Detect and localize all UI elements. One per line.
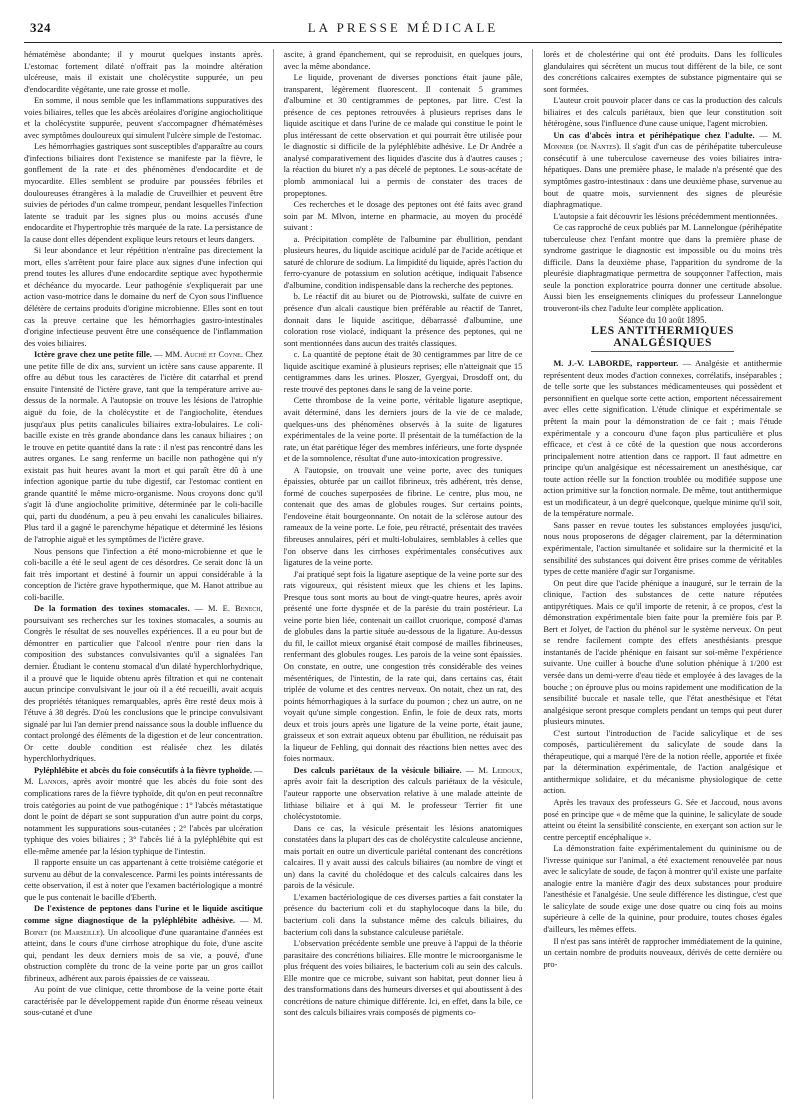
- paragraph: ascite, à grand épanchement, qui se reproduisit, en quelques jours, avec la même abondance.: [283, 49, 523, 71]
- section-text: poursuivant ses recherches sur les toxines stomacales, a soumis au Congrès le résultat de ses nouvelles expériences. Il a eu pour but de démontrer en particulier que l'alcool n'entre pour rien dans la composition des substances convulsivantes qu'il a signalées l'an dernier. Étudiant le contenu stomacal d'un dilaté hyperchlorhydrique, il a prouvé que le liquide obtenu après filtration et qui ne contenait aucun principe convulsivant le jour où il a été recueilli, avait acquis des propriétés tétaniques remarquables, après être resté deux mois à l'étuve à 38 degrés. D'où les conclusions que le principe convulsivant signalé par lui l'an dernier prend naissance sous la double influence du contact prolongé des éléments de la digestion et de leur concentration. Or cette double condition est réalisée chez les dilatés hyperchlorhydriques.: [24, 614, 263, 764]
- column-divider: [273, 49, 274, 1099]
- section-authors: — M. Lannois,: [24, 764, 263, 787]
- paragraph: L'autopsie a fait découvrir les lésions précédemment mentionnées.: [553, 210, 778, 221]
- section-authors: — MM. Auché et Coyne.: [154, 349, 243, 360]
- paragraph: Au point de vue clinique, cette thrombose de la veine porte était caractérisée par le développement rapide d'un énorme réseau veineux sous-cutané et d'une: [24, 984, 263, 1018]
- paragraph: Cette thrombose de la veine porte, véritable ligature aseptique, avait déterminé, dans les derniers jours de la vie de ce malade, quelques-uns des phénomènes observés à la suite de ligatures expérimentales de la veine porte. Il présentait de la tuméfaction de la rate, un état parétique léger des membres inférieurs, une forte dyspnée et de la somnolence, résultat d'une auto-intoxication progressive.: [283, 395, 523, 464]
- paragraph: L'observation précédente semble une preuve à l'appui de la théorie parasitaire des concrétions biliaires. Elle montre le microorganisme le plus fréquent des voies biliaires, le bacterium coli au sein des calculs. Elle montre que ce microbe, suivant son habitat, peut donner lieu à des transformations dans des humeurs diverses et qui aboutissent à des concrétions de nature chimique différente. Ici, en effet, dans la bile, ce sont des calculs biliaires vrais composés de pigments co-: [283, 938, 523, 1018]
- column-1: [24, 49, 263, 1099]
- paragraph: La démonstration faite expérimentalement du quininisme ou de l'ivresse quinique sur l'animal, a été exactement renouvelée par nous avec le salicylate de soude, de façon à montrer qu'il existe une parfaite analogie entre la manière d'agir des deux substances pour produire l'anesthésie et l'analgésie. Une seule différence les distingue, c'est que le salicylate de soude exige une dose quatre ou cinq fois au moins supérieure à celle de la quinine, pour produire, toutes choses égales d'ailleurs, les mêmes effets.: [543, 843, 782, 935]
- paragraph: Ce cas rapproché de ceux publiés par M. Lannelongue (périhépatite tuberculeuse chez l'enfant montre que dans la première phase de syndrome gastrique le diagnostic est impossible ou du moins très difficile. Dans la deuxième phase, l'apparition du syndrome de la pleurésie diaphragmatique permettra de soupçonner l'affection, mais seule la ponction exploratrice pourra donner une certitude absolue. Aussi bien les enseignements cliniques du professeur Lannelongue trouveront-ils chez l'adulte leur complète application.: [543, 222, 782, 314]
- paragraph: Nous pensons que l'infection a été mono-microbienne et que le coli-bacille a été le seul agent de ces désordres. Ce serait donc là un fait très important et destiné à fournir un appui considérable à la conception de l'ictère grave hypothermique, que M. Hanot attribue au coli-bacille.: [24, 545, 263, 602]
- section-entry: [543, 130, 782, 211]
- paragraph: Si leur abondance et leur répétition n'entraîne pas directement la mort, elles s'arrêtent pour faire place aux signes d'une infection qui prend toutes les allures d'une endocardite septique avec hypothermie et déchéance du myocarde. Leur pathogénie s'expliquerait par une action vaso-motrice dans le domaine du nerf de Cyon sous l'influence délétère de certains produits d'origine microbienne. Elles sont en tout cas la preuve certaine que les hémorrhagies gastro-intestinales d'origine infectieuse peuvent être une conséquence de l'inflammation des voies biliaires.: [24, 245, 263, 348]
- column-3: [543, 49, 782, 1099]
- section-heading: LES ANTITHERMIQUES ANALGÉSIQUES: [591, 325, 735, 349]
- journal-title: LA PRESSE MÉDICALE: [307, 20, 499, 35]
- section-authors: — M. Boinet (de Marseille).: [24, 915, 263, 937]
- section-text: Un alcoolique d'une quarantaine d'années est atteint, dans le cours d'une cirrhose atrophique du foie, d'une ascite qui, pendant les deux derniers mois de sa vie, a pouvé, d'une obstruction complète du tronc de la veine porte par un gros caillot fibrineux, adhérent aux parois épaissies de ce vaisseau.: [24, 926, 263, 983]
- section-title: De la formation des toxines stomacales.: [34, 603, 190, 614]
- section-title: Ictère grave chez une petite fille.: [34, 349, 152, 360]
- section-authors: — M. Leidoux,: [465, 764, 523, 775]
- paragraph: c. La quantité de peptone était de 30 centigrammes par litre de ce liquide ascitique examiné à plusieurs reprises; elle n'atteignait que 15 centigrammes dans les urines. Ploszer, Gyergyai, Drosdoff ont, du reste trouvé des peptones dans le sang de la veine porte.: [283, 349, 523, 394]
- section-authors: — M. E. Benech,: [194, 603, 263, 614]
- paragraph: Les hémorrhagies gastriques sont susceptibles d'apparaître au cours d'infections biliaires dont l'existence se manifeste par la fièvre, le gonflement de la rate et des phénomènes d'endocardite et de myocardite. Elles semblent se produire par poussées fébriles et douloureuses étrangères à la maladie de Cruveilhier et peuvent être suivies de périodes d'un calme trompeur, pendant lesquelles l'infection latente se traduit par les signes plus ou moins accusés d'une endocardite et l'hypertrophie très marquée de la rate. La persistance de la cause dont elles dépendent explique leurs retours et leurs dangers.: [24, 141, 263, 244]
- paragraph: Il rapporte ensuite un cas appartenant à cette troisième catégorie et survenu au début de la convalescence. Parmi les points intéressants de cette observation, il est à noter que l'examen bactériologique a montré que le pus contenait le bacille d'Eberth.: [24, 857, 263, 902]
- section-title: Un cas d'abcès intra et périhépatique chez l'adulte.: [553, 129, 755, 140]
- paragraph: Après les travaux des professeurs G. Sée et Jaccoud, nous avons posé en principe que « de même que la quinine, le salicylate de soude atteint ou éteint la sensibilité consciente, en exerçant son action sur le centre perceptif encéphalique ».: [543, 797, 782, 842]
- section-text: Il s'agit d'un cas de périhépatite tuberculeuse consécutif à une tuberculose caverneuse des voies biliaires intra-hépatiques. Dans une première phase, le malade n'a présenté que des symptômes gastro-intestinaux : dans une deuxième phase, survenue au bout de quatre mois, surviennent des signes de pleurésie diaphragmatique.: [543, 141, 782, 210]
- paragraph: C'est surtout l'introduction de l'acide salicylique et de ses composés, particulièrement du salicylate de soude dans la thérapeutique, qui a marqué l'ère de la notion réelle, apportée et fixée par la détermination expérimentale, de l'action analgésique et antithermique solidaire, et du mécanisme physiologique de cette action.: [543, 727, 782, 796]
- paragraph: L'auteur croit pouvoir placer dans ce cas la production des calculs biliaires et des calculs pariétaux, bien que leur constitution soit hétérogène, sous l'influence d'une cause unique, l'agent microbien.: [543, 95, 782, 129]
- paragraph: lorés et de cholestérine qui ont été produits. Dans les follicules glandulaires qui sécrètent un mucus tout différent de la bile, ce sont des concrétions calcaires exemptes de substance pigmentaire qui se sont formées.: [543, 49, 782, 94]
- section-title: Pyléphlébite et abcès du foie consécutifs à la fièvre typhoïde.: [34, 764, 252, 775]
- section-entry: [543, 358, 782, 520]
- session-date: Séance du 10 août 1895.: [618, 314, 707, 325]
- paragraph: On peut dire que l'acide phénique a inauguré, sur le terrain de la clinique, l'action des substances de cette nature réputées antipyrétiques. Mais ce qu'il importe de retenir, à ce propos, c'est la démonstration expérimentale bien faite pour la première fois par P. Bert et Jolyet, de l'action du phénol sur le système nerveux. On peut se rendre facilement compte des effets anesthésiants presque instantanés de l'acide phénique en faisant sur soi-même l'expérience suivante. Une cuiller à bouche d'une solution phénique à 1/200 est versée dans un demi-verre d'eau tiède et employée à des lavages de la bouche ; on éprouve plus ou moins rapidement une modification de la sensibilité buccale et nasale telle, que l'état anesthésique et l'état analgésique seront presque complets pendant un temps qui peut durer plusieurs minutes.: [543, 577, 782, 727]
- page-number: 324: [30, 20, 51, 35]
- paragraph: Le liquide, provenant de diverses ponctions était jaune pâle, transparent, légèrement fluorescent. Il contenait 5 grammes d'albumine et 30 centigrammes de peptones, par litre. C'est la présence de ces peptones retrouvées à plusieurs reprises dans le liquide ascitique et dans l'urine de ce malade qui constitue le point le plus intéressant de cette observation et qui pourrait être utilisée pour le diagnostic si difficile de la pyléphlébite adhésive. Le Dr Andrée a analysé comparativement des liquides d'ascite dus à d'autres causes ; la réaction du biuret n'y a pas décelé de peptones. Le sous-acétate de plomb ammoniacal lui a permis de constater des traces de propeptones.: [283, 72, 523, 198]
- section-text: après avoir montré que les abcès du foie sont des complications rares de la fièvre typhoïde, dit qu'on en peut reconnaître trois catégories au point de vue pathogénique : 1° l'abcès métastatique dont le point de départ se sont suppuration d'un autre point du corps, notamment les suppurations sous-cutanées ; 2° l'abcès par ulcération typhique des voies biliaires ; 3° l'abcès lié à la pyléphlébite qui est elle-même amenée par la lésion typhique de l'intestin.: [24, 776, 263, 856]
- paragraph: a. Précipitation complète de l'albumine par ébullition, pendant plusieurs heures, du liquide ascitique acidulé par de l'acide acétique et saturé de chlorure de sodium. La limpidité du liquide, après l'action du ferro-cyanure de potassium en solution acétique, indiquait l'absence d'albumine, condition indispensable dans la recherche des peptones.: [283, 233, 523, 290]
- column-divider: [532, 49, 533, 1099]
- section-text: après avoir fait la description des calculs pariétaux de la vésicule, l'auteur rapporte une observation relative à une malade atteinte de lithiase biliaire et à qui M. le professeur Terrier fit une cholécystotomie.: [283, 776, 523, 822]
- heading-rule: [591, 351, 734, 352]
- section-entry: [24, 349, 263, 545]
- paragraph: L'examen bactériologique de ces diverses parties a fait constater la présence du bacterium coli et du staphylocoque dans la bile, du bacterium coli dans la substance même des calculs biliaires, du bacterium coli dans la substance calculeuse pariétale.: [283, 891, 523, 937]
- section-text: — Analgésie et antithermie représentent deux modes d'action connexes, corrélatifs, inséparables ; de telle sorte que les substances médicamenteuses qui possèdent et personnifient en quelque sorte cette action, emportent nécessairement avec elles cette signification. L'étude clinique et expérimentale se prêtent la main pour la démonstration de ce fait ; mais l'étude expérimentale y a concouru d'une façon plus particulière et plus efficace, et c'est à ce côté de la question que nous accorderons principalement notre attention dans ce rapport. Il faut admettre en principe qu'un analgésique est nécessairement un anesthésique, car toute action réelle sur la fonction troublée ou modifiée suppose une action primitive sur la fonction normale. De même, tout antithermique est un modificateur, à un degré quelconque, quelque minime qu'il soit, de la température normale.: [543, 358, 782, 519]
- column-2: [284, 49, 523, 1099]
- paragraph: En somme, il nous semble que les inflammations suppuratives des voies biliaires, telles que les abcès aréolaires d'origine angiocholitique et la cholécystite suppurée, peuvent s'accompagner d'hématémèses avec symptômes douloureux qui simulent l'ulcère simple de l'estomac.: [24, 95, 263, 140]
- section-authors: — M. Monnier (de Nantes).: [543, 129, 782, 152]
- rapporteur-name: M. J.-V. LABORDE, rapporteur.: [553, 358, 679, 369]
- section-entry: [24, 903, 263, 984]
- paragraph: Ces recherches et le dosage des peptones ont été faits avec grand soin par M. Mlvon, interne en pharmacie, au moyen du procédé suivant :: [283, 199, 523, 233]
- section-entry: [24, 765, 263, 857]
- paragraph: b. Le réactif dit au biuret ou de Piotrowski, sulfate de cuivre en présence d'un alcali caustique bien préférable au réactif de Tanret, donnait dans le liquide ascitique, débarrassé d'albumine, une coloration rose violacé, indiquant la présence des peptones, qui ne sont mentionnées dans aucun des traités classiques.: [283, 291, 523, 348]
- paragraph: Sans passer en revue toutes les substances employées jusqu'ici, nous nous proposerons de dégager clairement, par la détermination expérimentale, l'action simultanée et solidaire sur la thermicité et la sensibilité des substances qui doivent être prises comme de véritables types de cette manière d'agir sur l'organisme.: [543, 519, 782, 577]
- paragraph: Il n'est pas sans intérêt de rapprocher immédiatement de la quinine, un certain nombre de produits nouveaux, dérivés de cette dernière ou pro-: [543, 935, 782, 969]
- paragraph: J'ai pratiqué sept fois la ligature aseptique de la veine porte sur des rats vigoureux, qui résistent mieux que les chiens et les lapins. Presque tous sont morts au bout de vingt-quatre heures, après avoir présenté une forte dyspnée et de la parésie du train postérieur. La veine porte bien liée, contenait un caillot cruorique, composé d'amas de globules dans la partie située au-dessous de la ligature. Au-dessus du fil, le caillot mieux organisé était composé de mailles fibrineuses, renfermant des globules rouges. Les parois de la veine sont épaissies. On constate, en outre, une congestion très considérable des veines mésentériques, de l'intestin, de la rate qui, dans certains cas, était triplée de volume et des centres nerveux. On notait, chez un rat, des points hémorrhagiques à la surface du poumon ; chez un autre, on ne voyait qu'une simple congestion. Enfin, le foie de deux rats, morts deux et trois jours après une ligature de la veine porte, était jaune, graisseux et son extrait aqueux obtenu par ébullition, ne réduisait pas la liqueur de Fehling, qui donnait des réactions bien nettes avec des foies normaux.: [283, 568, 523, 764]
- section-title: De l'existence de peptones dans l'urine et le liquide ascitique comme signe diagnostique de la pyléphlébite adhésive.: [24, 903, 263, 926]
- text-columns: [24, 49, 782, 1099]
- section-text: Chez une petite fille de dix ans, survient un ictère sans cause apparente. Il offre au début tous les caractères de l'ictère dit catarrhal et prend ensuite l'intensité de l'ictère grave, tant que la température arrive au-dessus de la normale. A l'autopsie on trouve les lésions de l'atrophie aiguë du foie, de la cholécystite et de l'angiocholite, étendues jusqu'aux plus petits canalicules biliaires extra-lobulaires. Le coli-bacille existe en très grande abondance dans les canaux biliaires ; on le trouve en petite quantité dans la rate : il n'est pas rencontré dans les autres organes. Le sang renferme un bacille non pathogène qui n'y existait pas huit heures avant la mort et qui paraît être dû à une infection agonique partie du tube digestif, car l'estomac contient en grande quantité le même micro-organisme. Nous croyons donc qu'il s'agit là d'une angiocholite primitive, déterminée par le coli-bacille qui, parti du duodénum, a peu à peu envahi les canalicules biliaires. Plus tard il a gagné le parenchyme hépatique et déterminé les lésions de l'atrophie aiguë et les symptômes de l'ictère grave.: [24, 349, 263, 544]
- page-header: [24, 14, 782, 43]
- paragraph: hématémèse abondante; il y mourut quelques instants après. L'estomac fortement dilaté n'offrait pas la moindre altération ulcéreuse, mais il existait une cholécystite suppurée, un peu d'endocardite végétante, une rate grosse et molle.: [24, 49, 263, 94]
- paragraph: Dans ce cas, la vésicule présentait les lésions anatomiques constatées dans la plupart des cas de cholécystite calculeuse ancienne, mais portait en outre un diverticule pariétal contenant des concrétions calcaires. Il y avait aussi des calculs biliaires (au nombre de vingt et un) dans la cavité du cholédoque et des calculs calcaires dans les parois de la vésicule.: [283, 822, 523, 891]
- newspaper-page: [24, 14, 782, 1104]
- section-entry: [284, 765, 523, 823]
- paragraph: A l'autopsie, on trouvait une veine porte, avec des tuniques épaissies, obturée par un caillot fibrineux, très adhérent, très dense, formé de couches superposées de fibrine. Le centre, plus mou, ne contenait que des amas de globules rouges. Sur certains points, l'endoveine était bourgeonnante. On notait de la sclérose autour des rameaux de la veine porte. Le foie, peu rétracté, présentait des travées fibreuses annulaires, péri et multi-lobulaires, semblables à celles que l'on observe dans les cirrhoses expérimentales consécutives aux ligatures de la veine porte.: [283, 464, 523, 568]
- section-title: Des calculs pariétaux de la vésicule biliaire.: [293, 764, 462, 775]
- section-entry: [24, 603, 263, 765]
